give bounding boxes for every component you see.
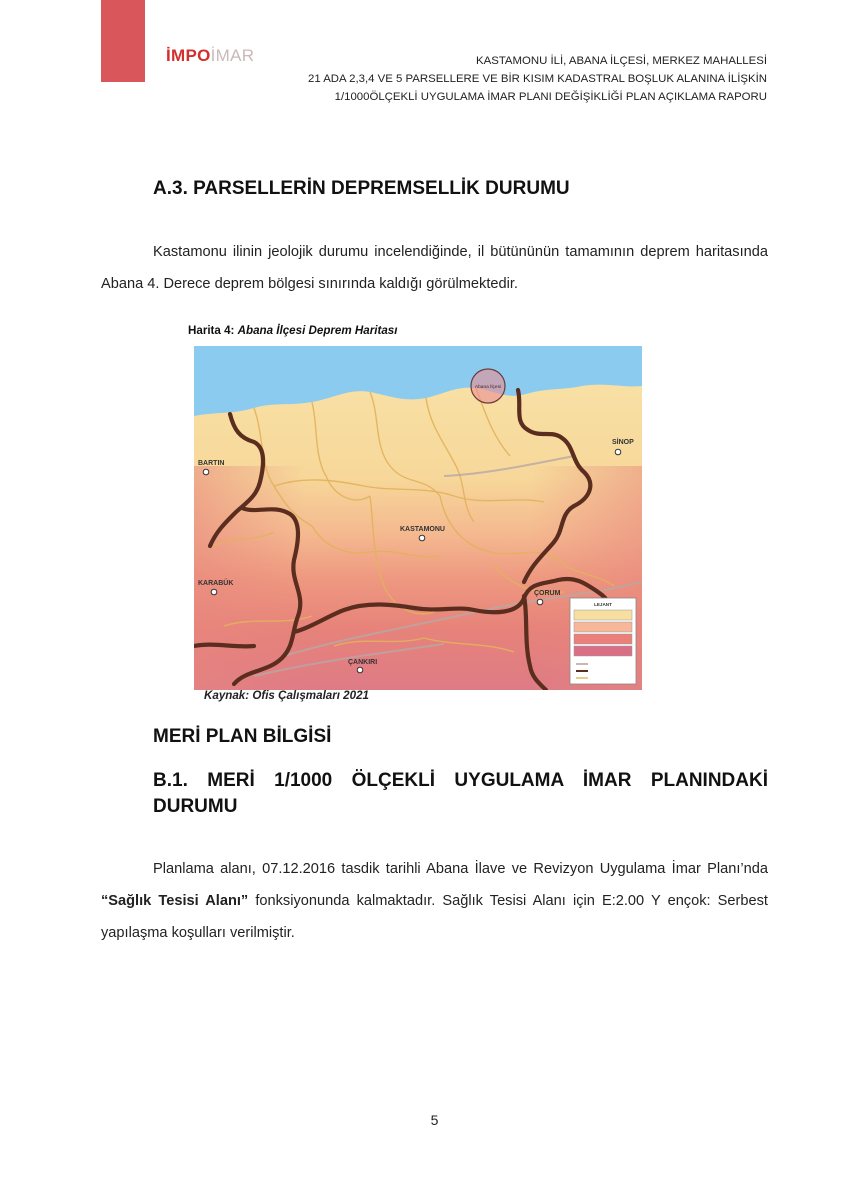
map-source: Kaynak: Ofis Çalışmaları 2021 xyxy=(204,689,369,702)
section-b1-paragraph-bold: “Sağlık Tesisi Alanı” xyxy=(101,893,249,909)
logo-part-imar: İMAR xyxy=(210,46,255,65)
legend-swatch-zone1 xyxy=(574,646,632,656)
city-karabuk-label: KARABÜK xyxy=(198,580,234,587)
earthquake-map-figure xyxy=(184,322,642,700)
legend-swatch-zone3 xyxy=(574,622,632,632)
map-legend xyxy=(570,598,636,684)
section-a3-paragraph xyxy=(101,236,768,300)
abana-label: Abana İlçesi xyxy=(474,385,502,390)
section-meri-title: MERİ PLAN BİLGİSİ xyxy=(153,726,332,747)
city-sinop-label: SİNOP xyxy=(612,439,634,446)
header-line-1: KASTAMONU İLİ, ABANA İLÇESİ, MERKEZ MAHALLESİ xyxy=(476,55,767,67)
section-b1-paragraph-end: fonksiyonunda kalmaktadır. Sağlık Tesisi Alanı için E:2.00 Y ençok: Serbest yapılaşma koşulları verilmiştir. xyxy=(101,893,768,941)
logo-part-impo: İMPO xyxy=(166,46,211,65)
section-b1-title-line2: DURUMU xyxy=(153,796,238,817)
page-number: 5 xyxy=(430,1112,439,1128)
legend-swatch-zone4 xyxy=(574,610,632,620)
city-bartin-label: BARTIN xyxy=(198,460,225,467)
company-logo xyxy=(166,46,254,66)
section-b1-title-line1: B.1. MERİ 1/1000 ÖLÇEKLİ UYGULAMA İMAR PLANINDAKİ xyxy=(153,770,768,791)
section-a3-paragraph-text: Kastamonu ilinin jeolojik durumu incelendiğinde, il bütününün tamamının deprem haritasında Abana 4. Derece deprem bölgesi sınırında kaldığı görülmektedir. xyxy=(101,244,768,292)
corner-accent-bar xyxy=(101,0,145,82)
section-a3-title: A.3. PARSELLERİN DEPREMSELLİK DURUMU xyxy=(153,178,570,199)
city-corum-label: ÇORUM xyxy=(534,590,561,597)
city-cankiri-label: ÇANKIRI xyxy=(348,659,378,666)
map-caption-prefix: Harita 4: xyxy=(188,324,235,337)
section-b1-paragraph xyxy=(101,853,768,949)
legend-title: LEJANT xyxy=(594,602,612,607)
map-caption xyxy=(188,324,397,337)
legend-swatch-zone2 xyxy=(574,634,632,644)
earthquake-map xyxy=(194,346,642,690)
section-b1-paragraph-start: Planlama alanı, 07.12.2016 tasdik tarihli Abana İlave ve Revizyon Uygulama İmar Planı’nda xyxy=(153,861,768,877)
city-kastamonu-label: KASTAMONU xyxy=(400,526,445,533)
map-caption-title: Abana İlçesi Deprem Haritası xyxy=(237,324,398,337)
header-line-2: 21 ADA 2,3,4 VE 5 PARSELLERE VE BİR KISIM KADASTRAL BOŞLUK ALANINA İLİŞKİN xyxy=(308,73,767,85)
header-line-3: 1/1000ÖLÇEKLİ UYGULAMA İMAR PLANI DEĞİŞİKLİĞİ PLAN AÇIKLAMA RAPORU xyxy=(334,91,767,103)
document-header xyxy=(308,52,767,106)
